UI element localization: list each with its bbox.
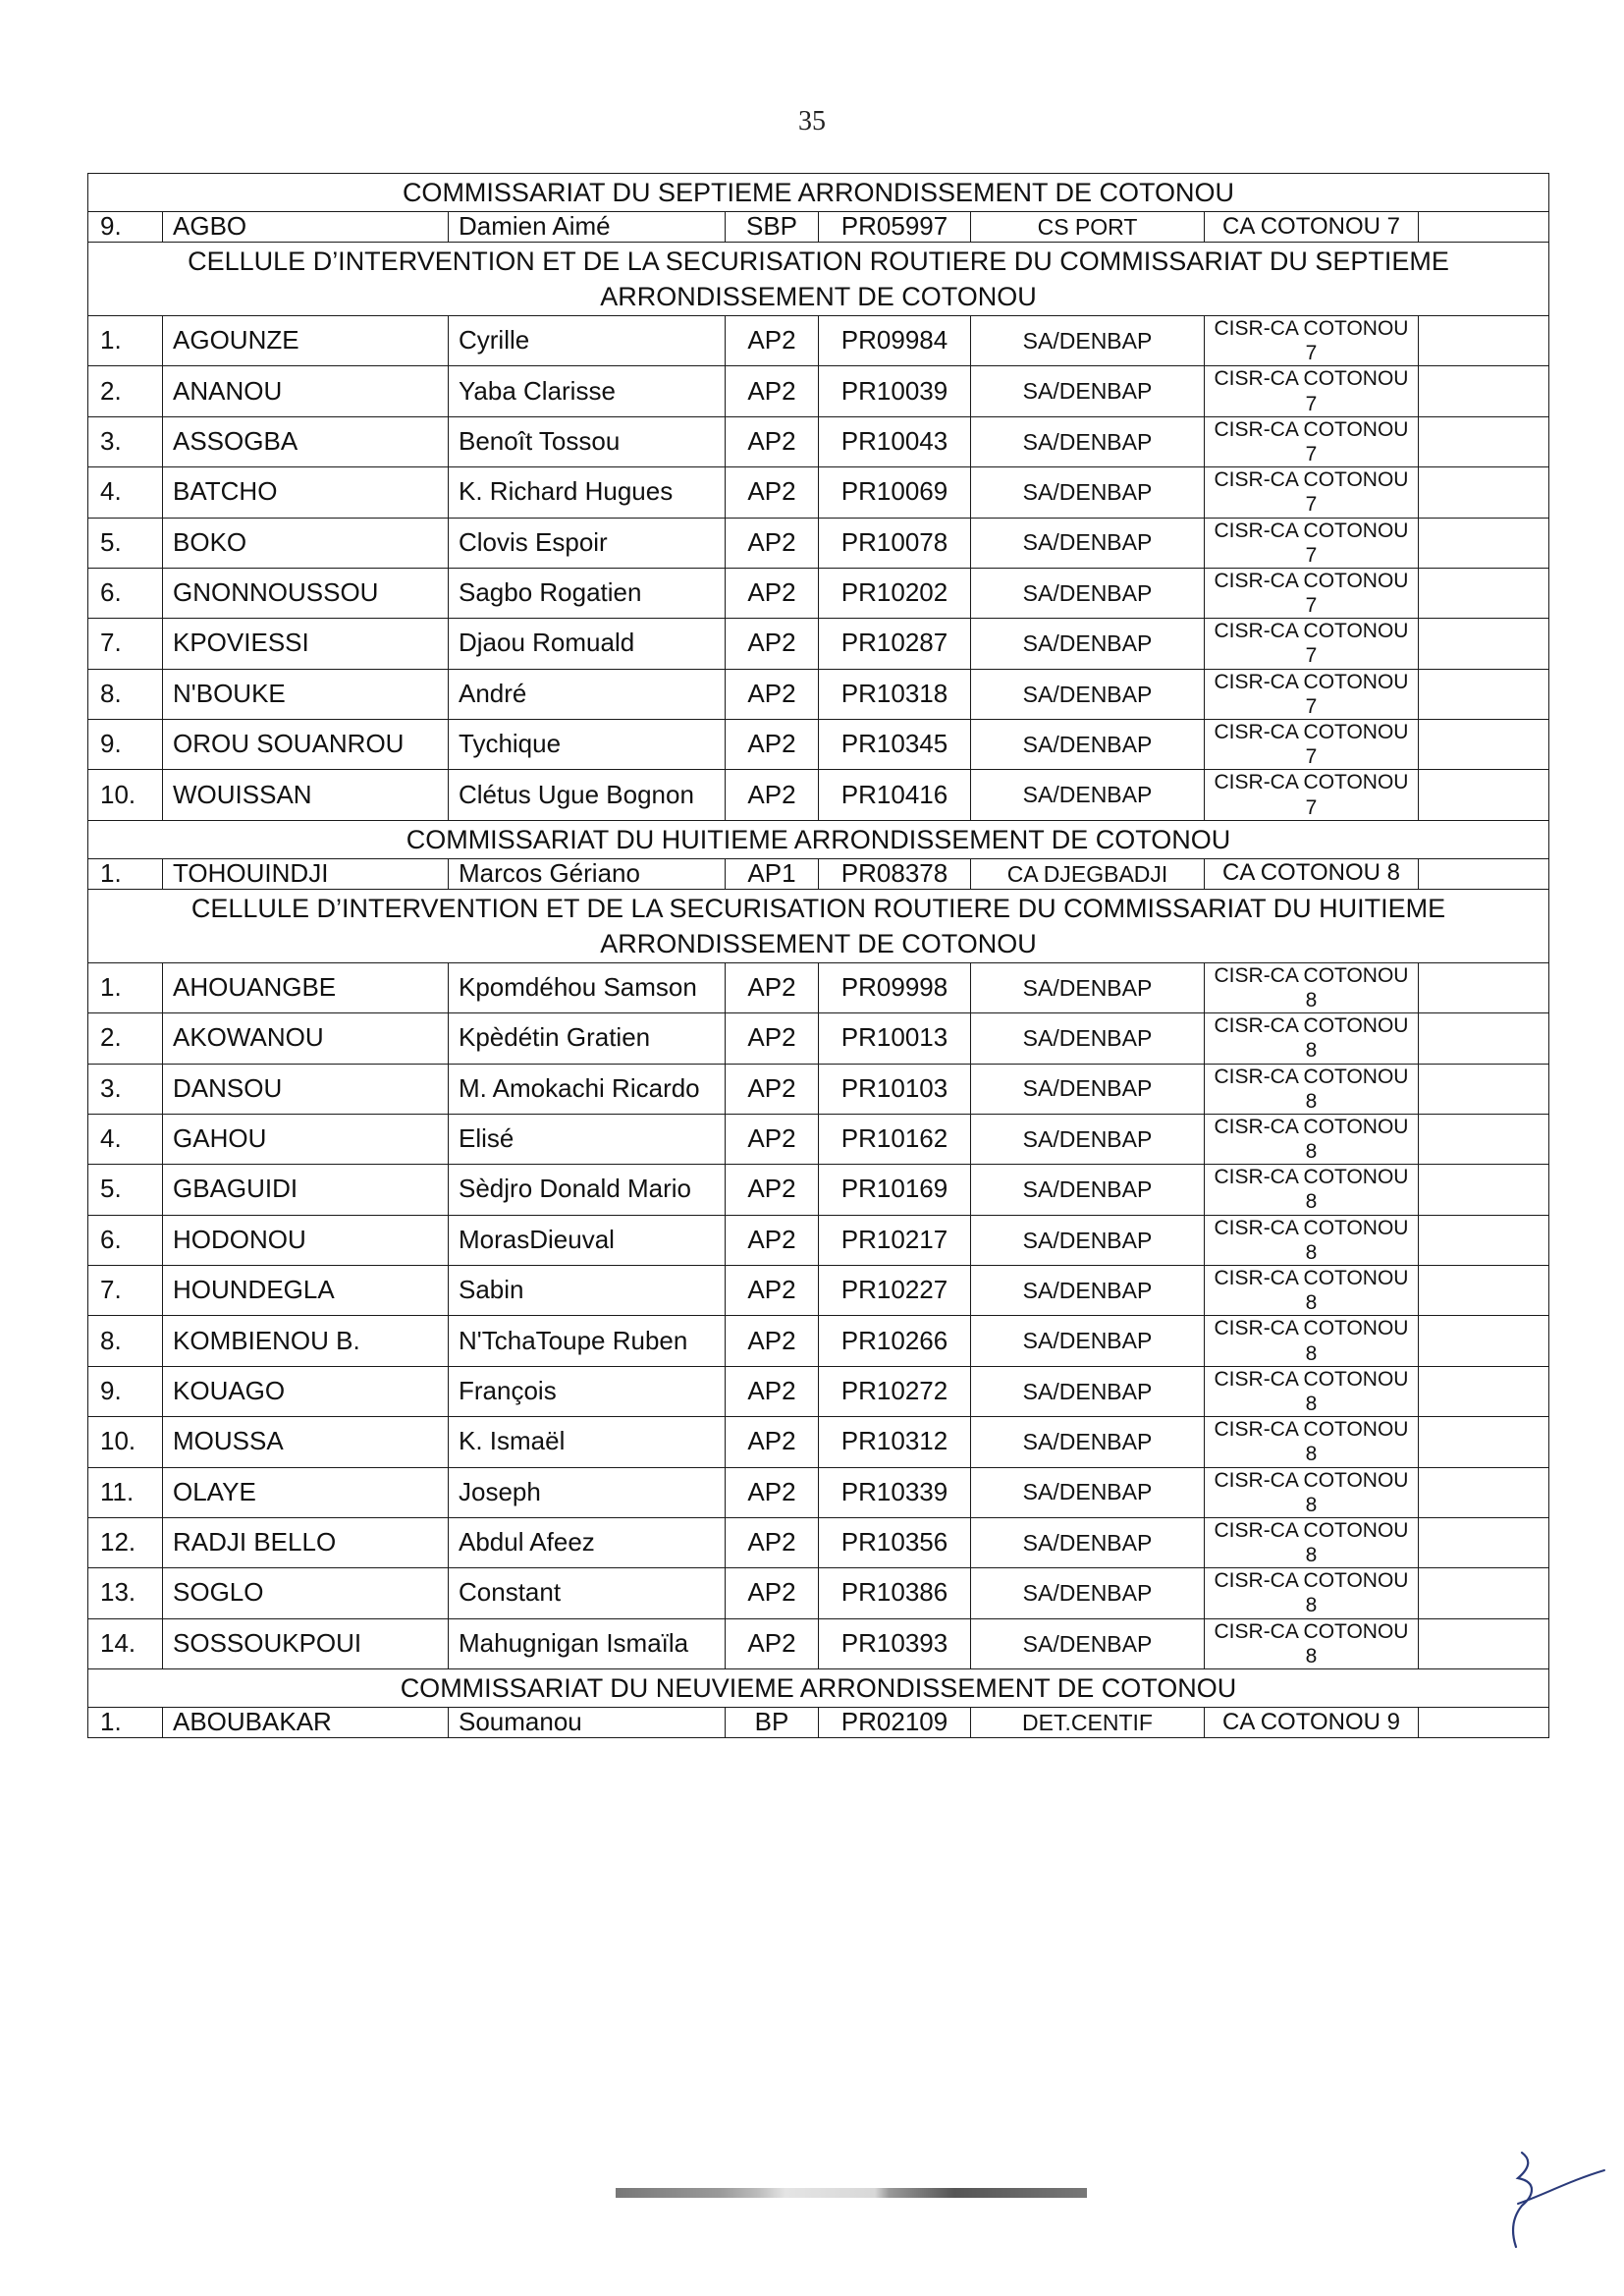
blank-cell xyxy=(1419,1064,1549,1114)
table-row xyxy=(88,1114,1549,1164)
first-names-cell: Mahugnigan Ismaïla xyxy=(449,1618,726,1668)
row-number-cell: 8. xyxy=(88,1316,163,1366)
service-cell: SA/DENBAP xyxy=(971,568,1205,618)
matricule-cell: PR10386 xyxy=(819,1568,971,1618)
first-names-cell: François xyxy=(449,1366,726,1416)
row-number-cell: 12. xyxy=(88,1517,163,1567)
table-row xyxy=(88,366,1549,416)
first-names-cell: Damien Aimé xyxy=(449,212,726,243)
service-cell: SA/DENBAP xyxy=(971,366,1205,416)
section-header-row xyxy=(88,889,1549,962)
service-cell: SA/DENBAP xyxy=(971,1618,1205,1668)
section-title: COMMISSARIAT DU HUITIEME ARRONDISSEMENT DE COTONOU xyxy=(88,820,1549,858)
first-names-cell: Elisé xyxy=(449,1114,726,1164)
service-cell: SA/DENBAP xyxy=(971,1517,1205,1567)
table-row xyxy=(88,316,1549,366)
section-title: COMMISSARIAT DU SEPTIEME ARRONDISSEMENT DE COTONOU xyxy=(88,174,1549,212)
table-row xyxy=(88,1064,1549,1114)
grade-cell: AP2 xyxy=(726,1013,819,1064)
service-cell: SA/DENBAP xyxy=(971,619,1205,669)
last-name-cell: ANANOU xyxy=(163,366,449,416)
row-number-cell: 8. xyxy=(88,669,163,719)
last-name-cell: HOUNDEGLA xyxy=(163,1266,449,1316)
unit-cell: CISR-CA COTONOU 7 xyxy=(1205,366,1419,416)
service-cell: SA/DENBAP xyxy=(971,416,1205,466)
unit-cell: CA COTONOU 8 xyxy=(1205,858,1419,889)
section-title: COMMISSARIAT DU NEUVIEME ARRONDISSEMENT DE COTONOU xyxy=(88,1669,1549,1708)
grade-cell: SBP xyxy=(726,212,819,243)
row-number-cell: 1. xyxy=(88,316,163,366)
first-names-cell: Constant xyxy=(449,1568,726,1618)
blank-cell xyxy=(1419,1266,1549,1316)
row-number-cell: 2. xyxy=(88,1013,163,1064)
grade-cell: AP2 xyxy=(726,962,819,1012)
grade-cell: AP2 xyxy=(726,1114,819,1164)
row-number-cell: 3. xyxy=(88,416,163,466)
unit-cell: CISR-CA COTONOU 8 xyxy=(1205,1013,1419,1064)
personnel-table-body xyxy=(88,174,1549,1738)
row-number-cell: 6. xyxy=(88,1215,163,1265)
blank-cell xyxy=(1419,770,1549,820)
table-row xyxy=(88,1316,1549,1366)
matricule-cell: PR10356 xyxy=(819,1517,971,1567)
last-name-cell: KPOVIESSI xyxy=(163,619,449,669)
service-cell: SA/DENBAP xyxy=(971,1316,1205,1366)
table-row xyxy=(88,770,1549,820)
blank-cell xyxy=(1419,1316,1549,1366)
grade-cell: AP2 xyxy=(726,720,819,770)
unit-cell: CISR-CA COTONOU 7 xyxy=(1205,518,1419,568)
last-name-cell: DANSOU xyxy=(163,1064,449,1114)
unit-cell: CISR-CA COTONOU 8 xyxy=(1205,1366,1419,1416)
blank-cell xyxy=(1419,467,1549,518)
grade-cell: AP2 xyxy=(726,518,819,568)
grade-cell: AP2 xyxy=(726,1517,819,1567)
grade-cell: BP xyxy=(726,1708,819,1738)
last-name-cell: OLAYE xyxy=(163,1467,449,1517)
first-names-cell: Kpomdéhou Samson xyxy=(449,962,726,1012)
service-cell: SA/DENBAP xyxy=(971,1366,1205,1416)
matricule-cell: PR08378 xyxy=(819,858,971,889)
blank-cell xyxy=(1419,1366,1549,1416)
matricule-cell: PR10039 xyxy=(819,366,971,416)
matricule-cell: PR09998 xyxy=(819,962,971,1012)
last-name-cell: OROU SOUANROU xyxy=(163,720,449,770)
service-cell: SA/DENBAP xyxy=(971,1266,1205,1316)
matricule-cell: PR05997 xyxy=(819,212,971,243)
matricule-cell: PR10339 xyxy=(819,1467,971,1517)
matricule-cell: PR10287 xyxy=(819,619,971,669)
matricule-cell: PR10169 xyxy=(819,1165,971,1215)
first-names-cell: Cyrille xyxy=(449,316,726,366)
table-row xyxy=(88,962,1549,1012)
table-row xyxy=(88,619,1549,669)
matricule-cell: PR10272 xyxy=(819,1366,971,1416)
matricule-cell: PR10217 xyxy=(819,1215,971,1265)
table-row xyxy=(88,1568,1549,1618)
grade-cell: AP2 xyxy=(726,1618,819,1668)
matricule-cell: PR10318 xyxy=(819,669,971,719)
first-names-cell: MorasDieuval xyxy=(449,1215,726,1265)
service-cell: CA DJEGBADJI xyxy=(971,858,1205,889)
grade-cell: AP2 xyxy=(726,1064,819,1114)
blank-cell xyxy=(1419,1568,1549,1618)
blank-cell xyxy=(1419,1013,1549,1064)
table-row xyxy=(88,1165,1549,1215)
footer-scan-bar xyxy=(616,2188,1087,2198)
last-name-cell: AGOUNZE xyxy=(163,316,449,366)
blank-cell xyxy=(1419,1708,1549,1738)
row-number-cell: 10. xyxy=(88,770,163,820)
row-number-cell: 4. xyxy=(88,467,163,518)
matricule-cell: PR02109 xyxy=(819,1708,971,1738)
last-name-cell: WOUISSAN xyxy=(163,770,449,820)
section-header-row xyxy=(88,174,1549,212)
last-name-cell: TOHOUINDJI xyxy=(163,858,449,889)
grade-cell: AP2 xyxy=(726,1266,819,1316)
row-number-cell: 6. xyxy=(88,568,163,618)
unit-cell: CISR-CA COTONOU 7 xyxy=(1205,568,1419,618)
last-name-cell: KOMBIENOU B. xyxy=(163,1316,449,1366)
unit-cell: CISR-CA COTONOU 8 xyxy=(1205,962,1419,1012)
grade-cell: AP2 xyxy=(726,619,819,669)
service-cell: SA/DENBAP xyxy=(971,720,1205,770)
last-name-cell: AGBO xyxy=(163,212,449,243)
row-number-cell: 2. xyxy=(88,366,163,416)
service-cell: SA/DENBAP xyxy=(971,1568,1205,1618)
grade-cell: AP2 xyxy=(726,416,819,466)
unit-cell: CISR-CA COTONOU 8 xyxy=(1205,1114,1419,1164)
section-title: CELLULE D’INTERVENTION ET DE LA SECURISATION ROUTIERE DU COMMISSARIAT DU HUITIEME ARRONDISSEMENT DE COTONOU xyxy=(88,889,1549,962)
blank-cell xyxy=(1419,316,1549,366)
row-number-cell: 5. xyxy=(88,518,163,568)
matricule-cell: PR10043 xyxy=(819,416,971,466)
blank-cell xyxy=(1419,1165,1549,1215)
unit-cell: CISR-CA COTONOU 8 xyxy=(1205,1165,1419,1215)
section-header-row xyxy=(88,1669,1549,1708)
last-name-cell: SOGLO xyxy=(163,1568,449,1618)
service-cell: SA/DENBAP xyxy=(971,1215,1205,1265)
row-number-cell: 13. xyxy=(88,1568,163,1618)
row-number-cell: 1. xyxy=(88,1708,163,1738)
row-number-cell: 3. xyxy=(88,1064,163,1114)
unit-cell: CISR-CA COTONOU 8 xyxy=(1205,1517,1419,1567)
table-row xyxy=(88,1618,1549,1668)
blank-cell xyxy=(1419,1114,1549,1164)
first-names-cell: K. Richard Hugues xyxy=(449,467,726,518)
last-name-cell: HODONOU xyxy=(163,1215,449,1265)
last-name-cell: BATCHO xyxy=(163,467,449,518)
last-name-cell: MOUSSA xyxy=(163,1417,449,1467)
row-number-cell: 7. xyxy=(88,1266,163,1316)
blank-cell xyxy=(1419,962,1549,1012)
service-cell: SA/DENBAP xyxy=(971,316,1205,366)
grade-cell: AP1 xyxy=(726,858,819,889)
table-row xyxy=(88,518,1549,568)
page-number: 35 xyxy=(798,106,826,137)
blank-cell xyxy=(1419,416,1549,466)
section-title: CELLULE D’INTERVENTION ET DE LA SECURISATION ROUTIERE DU COMMISSARIAT DU SEPTIEME ARRONDISSEMENT DE COTONOU xyxy=(88,243,1549,316)
blank-cell xyxy=(1419,568,1549,618)
unit-cell: CISR-CA COTONOU 8 xyxy=(1205,1266,1419,1316)
grade-cell: AP2 xyxy=(726,1165,819,1215)
row-number-cell: 9. xyxy=(88,1366,163,1416)
table-row xyxy=(88,1517,1549,1567)
table-row xyxy=(88,858,1549,889)
row-number-cell: 1. xyxy=(88,858,163,889)
service-cell: SA/DENBAP xyxy=(971,962,1205,1012)
section-header-row xyxy=(88,243,1549,316)
first-names-cell: André xyxy=(449,669,726,719)
grade-cell: AP2 xyxy=(726,467,819,518)
last-name-cell: ASSOGBA xyxy=(163,416,449,466)
grade-cell: AP2 xyxy=(726,1366,819,1416)
unit-cell: CA COTONOU 7 xyxy=(1205,212,1419,243)
unit-cell: CA COTONOU 9 xyxy=(1205,1708,1419,1738)
blank-cell xyxy=(1419,1517,1549,1567)
unit-cell: CISR-CA COTONOU 8 xyxy=(1205,1316,1419,1366)
grade-cell: AP2 xyxy=(726,568,819,618)
unit-cell: CISR-CA COTONOU 7 xyxy=(1205,619,1419,669)
first-names-cell: N'TchaToupe Ruben xyxy=(449,1316,726,1366)
blank-cell xyxy=(1419,1417,1549,1467)
table-row xyxy=(88,1215,1549,1265)
row-number-cell: 5. xyxy=(88,1165,163,1215)
matricule-cell: PR10162 xyxy=(819,1114,971,1164)
service-cell: SA/DENBAP xyxy=(971,770,1205,820)
blank-cell xyxy=(1419,858,1549,889)
row-number-cell: 4. xyxy=(88,1114,163,1164)
table-row xyxy=(88,669,1549,719)
first-names-cell: Sabin xyxy=(449,1266,726,1316)
first-names-cell: Tychique xyxy=(449,720,726,770)
row-number-cell: 9. xyxy=(88,720,163,770)
matricule-cell: PR10227 xyxy=(819,1266,971,1316)
first-names-cell: Marcos Gériano xyxy=(449,858,726,889)
row-number-cell: 7. xyxy=(88,619,163,669)
table-row xyxy=(88,416,1549,466)
service-cell: DET.CENTIF xyxy=(971,1708,1205,1738)
grade-cell: AP2 xyxy=(726,1568,819,1618)
blank-cell xyxy=(1419,720,1549,770)
blank-cell xyxy=(1419,366,1549,416)
blank-cell xyxy=(1419,1215,1549,1265)
last-name-cell: GAHOU xyxy=(163,1114,449,1164)
service-cell: CS PORT xyxy=(971,212,1205,243)
table-row xyxy=(88,1417,1549,1467)
first-names-cell: Sagbo Rogatien xyxy=(449,568,726,618)
first-names-cell: Sèdjro Donald Mario xyxy=(449,1165,726,1215)
service-cell: SA/DENBAP xyxy=(971,1114,1205,1164)
first-names-cell: Kpèdétin Gratien xyxy=(449,1013,726,1064)
unit-cell: CISR-CA COTONOU 8 xyxy=(1205,1064,1419,1114)
table-row xyxy=(88,212,1549,243)
first-names-cell: K. Ismaël xyxy=(449,1417,726,1467)
service-cell: SA/DENBAP xyxy=(971,518,1205,568)
unit-cell: CISR-CA COTONOU 7 xyxy=(1205,720,1419,770)
matricule-cell: PR10312 xyxy=(819,1417,971,1467)
matricule-cell: PR10202 xyxy=(819,568,971,618)
first-names-cell: Clovis Espoir xyxy=(449,518,726,568)
unit-cell: CISR-CA COTONOU 7 xyxy=(1205,669,1419,719)
service-cell: SA/DENBAP xyxy=(971,467,1205,518)
first-names-cell: Benoît Tossou xyxy=(449,416,726,466)
matricule-cell: PR10069 xyxy=(819,467,971,518)
last-name-cell: RADJI BELLO xyxy=(163,1517,449,1567)
section-header-row xyxy=(88,820,1549,858)
table-row xyxy=(88,720,1549,770)
table-row xyxy=(88,1366,1549,1416)
first-names-cell: M. Amokachi Ricardo xyxy=(449,1064,726,1114)
table-row xyxy=(88,467,1549,518)
row-number-cell: 9. xyxy=(88,212,163,243)
first-names-cell: Clétus Ugue Bognon xyxy=(449,770,726,820)
unit-cell: CISR-CA COTONOU 7 xyxy=(1205,770,1419,820)
last-name-cell: GBAGUIDI xyxy=(163,1165,449,1215)
service-cell: SA/DENBAP xyxy=(971,1064,1205,1114)
service-cell: SA/DENBAP xyxy=(971,1165,1205,1215)
blank-cell xyxy=(1419,669,1549,719)
blank-cell xyxy=(1419,1618,1549,1668)
first-names-cell: Djaou Romuald xyxy=(449,619,726,669)
last-name-cell: AHOUANGBE xyxy=(163,962,449,1012)
service-cell: SA/DENBAP xyxy=(971,1013,1205,1064)
table-row xyxy=(88,1266,1549,1316)
blank-cell xyxy=(1419,1467,1549,1517)
unit-cell: CISR-CA COTONOU 8 xyxy=(1205,1467,1419,1517)
table-row xyxy=(88,1013,1549,1064)
unit-cell: CISR-CA COTONOU 7 xyxy=(1205,316,1419,366)
last-name-cell: GNONNOUSSOU xyxy=(163,568,449,618)
signature-mark xyxy=(1492,2145,1610,2253)
blank-cell xyxy=(1419,518,1549,568)
grade-cell: AP2 xyxy=(726,1215,819,1265)
matricule-cell: PR10013 xyxy=(819,1013,971,1064)
matricule-cell: PR10393 xyxy=(819,1618,971,1668)
grade-cell: AP2 xyxy=(726,669,819,719)
unit-cell: CISR-CA COTONOU 8 xyxy=(1205,1618,1419,1668)
blank-cell xyxy=(1419,212,1549,243)
table-row xyxy=(88,1467,1549,1517)
matricule-cell: PR10078 xyxy=(819,518,971,568)
last-name-cell: SOSSOUKPOUI xyxy=(163,1618,449,1668)
matricule-cell: PR10266 xyxy=(819,1316,971,1366)
first-names-cell: Abdul Afeez xyxy=(449,1517,726,1567)
unit-cell: CISR-CA COTONOU 7 xyxy=(1205,467,1419,518)
service-cell: SA/DENBAP xyxy=(971,1467,1205,1517)
grade-cell: AP2 xyxy=(726,1467,819,1517)
last-name-cell: KOUAGO xyxy=(163,1366,449,1416)
blank-cell xyxy=(1419,619,1549,669)
grade-cell: AP2 xyxy=(726,316,819,366)
last-name-cell: BOKO xyxy=(163,518,449,568)
last-name-cell: N'BOUKE xyxy=(163,669,449,719)
first-names-cell: Soumanou xyxy=(449,1708,726,1738)
service-cell: SA/DENBAP xyxy=(971,669,1205,719)
matricule-cell: PR10416 xyxy=(819,770,971,820)
unit-cell: CISR-CA COTONOU 8 xyxy=(1205,1215,1419,1265)
first-names-cell: Joseph xyxy=(449,1467,726,1517)
service-cell: SA/DENBAP xyxy=(971,1417,1205,1467)
unit-cell: CISR-CA COTONOU 8 xyxy=(1205,1417,1419,1467)
matricule-cell: PR10345 xyxy=(819,720,971,770)
table-row xyxy=(88,568,1549,618)
row-number-cell: 11. xyxy=(88,1467,163,1517)
matricule-cell: PR09984 xyxy=(819,316,971,366)
last-name-cell: AKOWANOU xyxy=(163,1013,449,1064)
grade-cell: AP2 xyxy=(726,770,819,820)
row-number-cell: 10. xyxy=(88,1417,163,1467)
personnel-table xyxy=(87,173,1549,1738)
unit-cell: CISR-CA COTONOU 8 xyxy=(1205,1568,1419,1618)
grade-cell: AP2 xyxy=(726,1316,819,1366)
unit-cell: CISR-CA COTONOU 7 xyxy=(1205,416,1419,466)
matricule-cell: PR10103 xyxy=(819,1064,971,1114)
row-number-cell: 14. xyxy=(88,1618,163,1668)
table-row xyxy=(88,1708,1549,1738)
row-number-cell: 1. xyxy=(88,962,163,1012)
grade-cell: AP2 xyxy=(726,366,819,416)
first-names-cell: Yaba Clarisse xyxy=(449,366,726,416)
last-name-cell: ABOUBAKAR xyxy=(163,1708,449,1738)
grade-cell: AP2 xyxy=(726,1417,819,1467)
